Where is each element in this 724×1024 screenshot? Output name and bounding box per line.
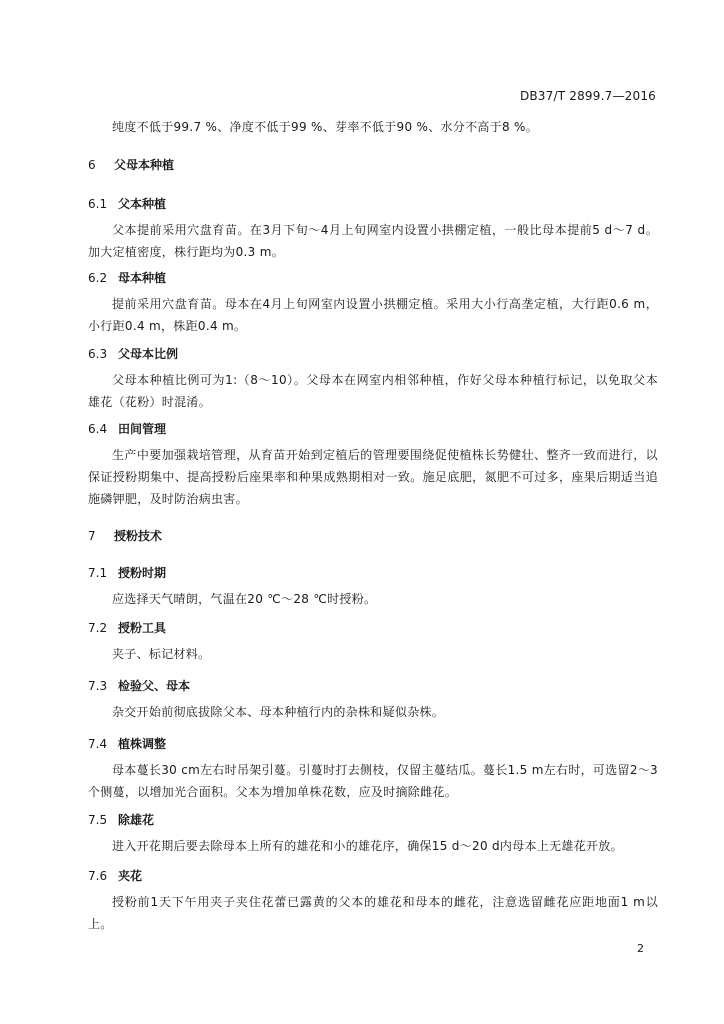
intro-paragraph: 纯度不低于99.7 %、净度不低于99 %、芽率不低于90 %、水分不高于8 %。 bbox=[112, 120, 539, 134]
subsection-title: 检验父、母本 bbox=[118, 679, 191, 693]
subsection-text: 父本提前采用穴盘育苗。在3月下旬～4月上旬网室内设置小拱棚定植，一般比母本提前5 d～7 d。加大定植密度，株行距均为0.3 m。 bbox=[88, 223, 658, 259]
section-7-2 bbox=[88, 620, 658, 665]
subsection-number: 7.2 bbox=[88, 621, 108, 635]
section-number: 6 bbox=[88, 158, 96, 172]
subsection-text: 应选择天气晴朗，气温在20 ℃～28 ℃时授粉。 bbox=[112, 592, 377, 606]
subsection-number: 7.6 bbox=[88, 869, 108, 883]
section-7-1 bbox=[88, 565, 658, 610]
subsection-title: 除雄花 bbox=[118, 813, 155, 827]
section-6-3 bbox=[88, 346, 658, 413]
page-number: 2 bbox=[637, 942, 644, 955]
subsection-text: 授粉前1天下午用夹子夹住花蕾已露黄的父本的雄花和母本的雌花，注意选留雌花应距地面1 m以上。 bbox=[88, 895, 658, 931]
subsection-number: 7.5 bbox=[88, 813, 108, 827]
section-6-1 bbox=[88, 196, 658, 263]
section-7-6 bbox=[88, 868, 658, 935]
subsection-title: 母本种植 bbox=[118, 271, 167, 285]
subsection-text: 提前采用穴盘育苗。母本在4月上旬网室内设置小拱棚定植。采用大小行高垄定植，大行距0.6 m，小行距0.4 m，株距0.4 m。 bbox=[88, 297, 658, 333]
subsection-text: 父母本种植比例可为1:（8～10）。父母本在网室内相邻种植，作好父母本种植行标记，以免取父本雄花（花粉）时混淆。 bbox=[88, 373, 658, 409]
section-7-4 bbox=[88, 736, 658, 803]
section-title: 授粉技术 bbox=[114, 529, 163, 543]
subsection-title: 授粉时期 bbox=[118, 566, 167, 580]
subsection-title: 父母本比例 bbox=[118, 347, 179, 361]
section-7-5 bbox=[88, 812, 658, 857]
subsection-number: 6.3 bbox=[88, 347, 108, 361]
subsection-number: 6.2 bbox=[88, 271, 108, 285]
subsection-title: 田间管理 bbox=[118, 422, 167, 436]
subsection-title: 授粉工具 bbox=[118, 621, 167, 635]
subsection-title: 植株调整 bbox=[118, 737, 167, 751]
subsection-text: 进入开花期后要去除母本上所有的雄花和小的雄花序，确保15 d～20 d内母本上无雄花开放。 bbox=[112, 839, 623, 853]
section-number: 7 bbox=[88, 529, 96, 543]
subsection-title: 夹花 bbox=[118, 869, 143, 883]
subsection-text: 夹子、标记材料。 bbox=[112, 647, 211, 661]
section-7-3 bbox=[88, 678, 658, 723]
subsection-text: 杂交开始前彻底拔除父本、母本种植行内的杂株和疑似杂株。 bbox=[112, 705, 445, 719]
document-code: DB37/T 2899.7—2016 bbox=[519, 89, 656, 103]
subsection-number: 7.3 bbox=[88, 679, 108, 693]
section-title: 父母本种植 bbox=[114, 158, 175, 172]
intro-paragraph-block bbox=[88, 116, 658, 138]
subsection-text: 母本蔓长30 cm左右时吊架引蔓。引蔓时打去侧枝，仅留主蔓结瓜。蔓长1.5 m左右时，可选留2～3个侧蔓，以增加光合面积。父本为增加单株花数，应及时摘除雌花。 bbox=[88, 763, 658, 799]
section-7-heading bbox=[88, 528, 658, 544]
subsection-number: 6.1 bbox=[88, 197, 108, 211]
subsection-text: 生产中要加强栽培管理，从育苗开始到定植后的管理要围绕促使植株长势健壮、整齐一致而进行，以保证授粉期集中、提高授粉后座果率和种果成熟期相对一致。施足底肥，氮肥不可过多，座果后期适当追施磷钾肥，及时防治病虫害。 bbox=[88, 448, 658, 506]
section-6-heading bbox=[88, 157, 658, 173]
subsection-title: 父本种植 bbox=[118, 197, 167, 211]
subsection-number: 6.4 bbox=[88, 422, 108, 436]
subsection-number: 7.4 bbox=[88, 737, 108, 751]
subsection-number: 7.1 bbox=[88, 566, 108, 580]
section-6-2 bbox=[88, 270, 658, 337]
section-6-4 bbox=[88, 421, 658, 510]
